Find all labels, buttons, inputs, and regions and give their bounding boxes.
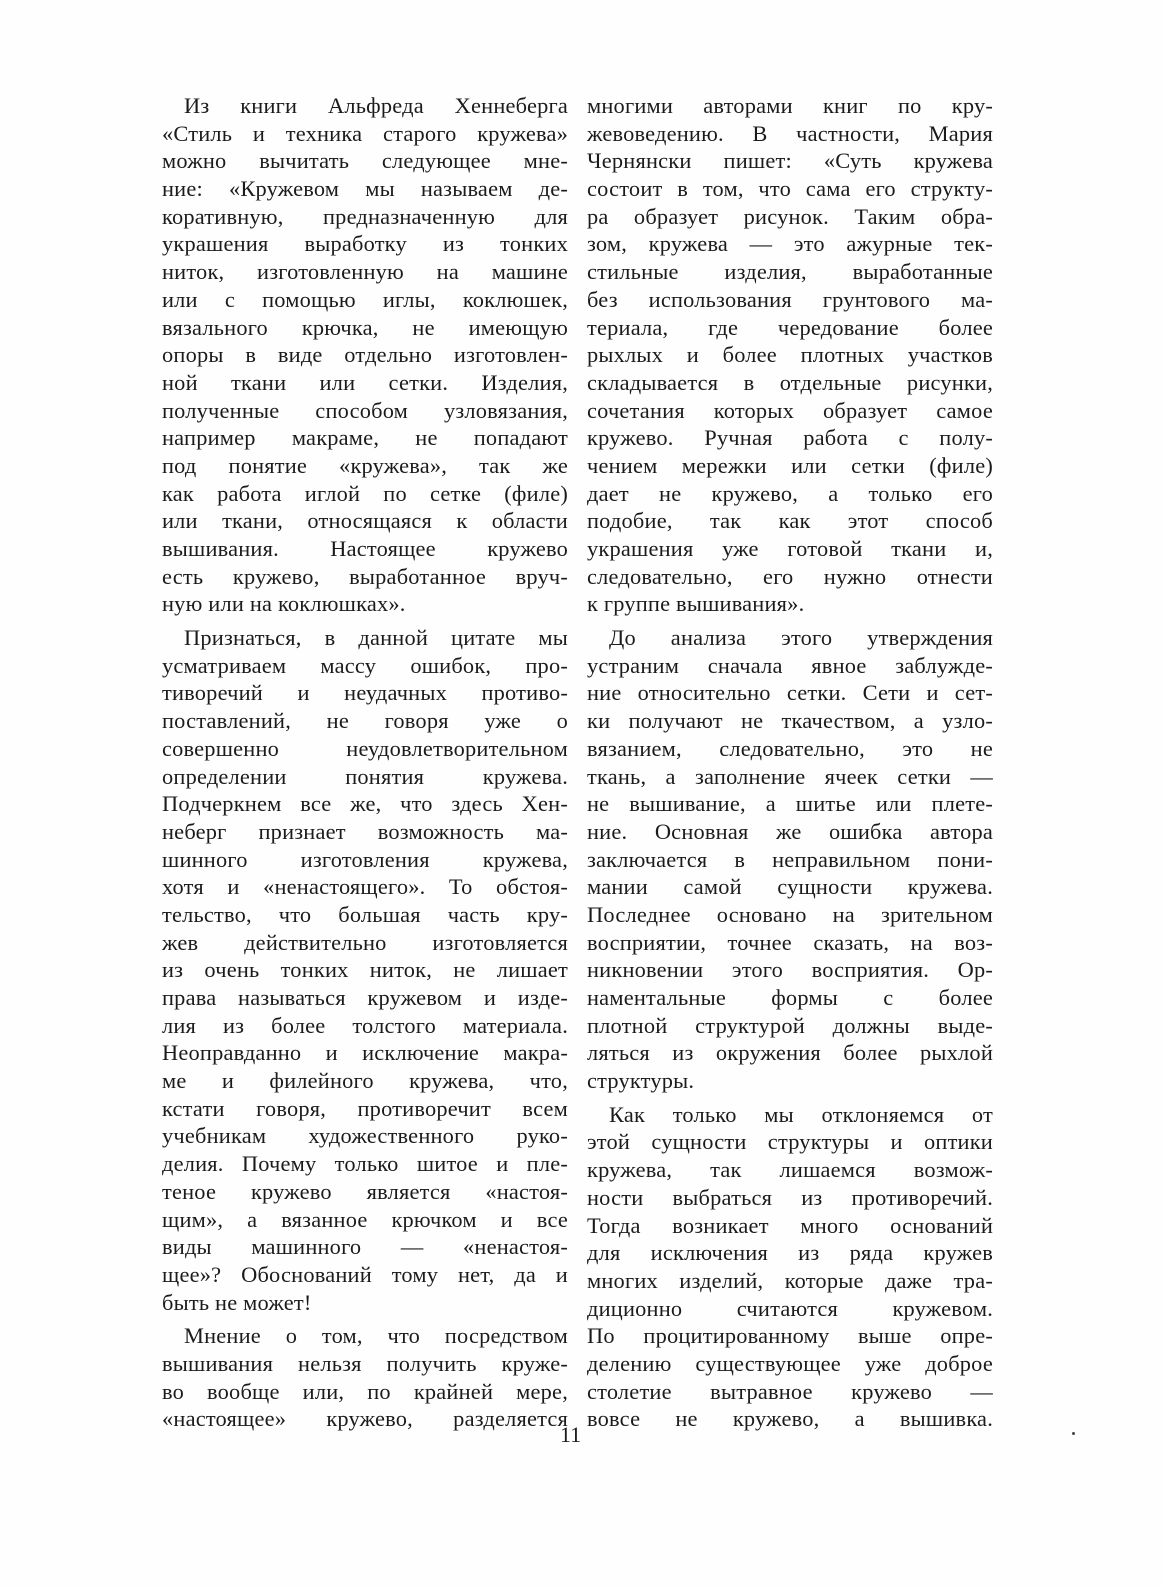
text-line: щее»? Обоснований тому нет, да и bbox=[162, 1261, 568, 1287]
text-line: зом, кружева — это ажурные тек- bbox=[587, 231, 993, 257]
text-line: или ткани, относящаяся к области bbox=[162, 508, 568, 534]
text-line: устраним сначала явное заблужде- bbox=[587, 652, 993, 678]
text-line: права называться кружевом и изде- bbox=[162, 985, 568, 1010]
text-line: ки получают не ткачеством, а узло- bbox=[587, 708, 993, 734]
text-line: состоит в том, что сама его структу- bbox=[587, 176, 993, 202]
text-line: ную или на коклюшках». bbox=[162, 591, 406, 617]
text-line: делению существующее уже доброе bbox=[587, 1350, 993, 1376]
right-text-column bbox=[587, 92, 993, 1433]
text-line: Чернянски пишет: «Суть кружева bbox=[587, 148, 993, 174]
text-line: Тогда возникает много оснований bbox=[587, 1212, 993, 1238]
text-line: Неоправданно и исключение макра- bbox=[162, 1040, 568, 1066]
text-line: Последнее основано на зрительном bbox=[587, 901, 993, 927]
scan-speck bbox=[1072, 1432, 1075, 1435]
text-line: ности выбраться из противоречий. bbox=[587, 1184, 993, 1210]
text-line: чением мережки или сетки (филе) bbox=[587, 452, 993, 478]
text-line: есть кружево, выработанное вруч- bbox=[162, 563, 568, 589]
text-line: Подчеркнем все же, что здесь Хен- bbox=[162, 791, 568, 817]
text-line: кружева, так лишаемся возмож- bbox=[587, 1157, 993, 1183]
text-line: как работа иглой по сетке (филе) bbox=[162, 480, 568, 506]
text-line: усматриваем массу ошибок, про- bbox=[162, 652, 568, 678]
text-line: например макраме, не попадают bbox=[162, 425, 568, 451]
text-line: опоры в виде отдельно изготовлен- bbox=[162, 342, 568, 368]
text-line: лия из более толстого материала. bbox=[162, 1012, 568, 1038]
text-line: неберг признает возможность ма- bbox=[162, 818, 568, 844]
text-line: многих изделий, которые даже тра- bbox=[587, 1267, 993, 1293]
text-line: под понятие «кружева», так же bbox=[162, 452, 568, 478]
text-line: кстати говоря, противоречит всем bbox=[162, 1095, 568, 1121]
text-line: никновении этого восприятия. Ор- bbox=[587, 957, 993, 983]
text-line: во вообще или, по крайней мере, bbox=[162, 1378, 568, 1404]
text-line: щим», а вязанное крючком и все bbox=[162, 1206, 568, 1232]
text-line: Признаться, в данной цитате мы bbox=[184, 625, 568, 651]
text-line: ра образует рисунок. Таким обра- bbox=[587, 203, 993, 229]
text-line: «Стиль и техника старого кружева» bbox=[162, 120, 568, 146]
text-line: следовательно, его нужно отнести bbox=[587, 563, 993, 589]
text-line: многими авторами книг по кру- bbox=[587, 93, 993, 118]
text-line: ткань, а заполнение ячеек сетки — bbox=[587, 763, 993, 789]
text-line: стильные изделия, выработанные bbox=[587, 259, 993, 285]
text-line: «настоящее» кружево, разделяется bbox=[162, 1406, 568, 1432]
text-line: быть не может! bbox=[162, 1289, 312, 1315]
text-line: определении понятия кружева. bbox=[162, 763, 568, 789]
text-line: заключается в неправильном пони- bbox=[587, 846, 993, 872]
text-line: жевоведению. В частности, Мария bbox=[587, 120, 993, 146]
text-line: столетие вытравное кружево — bbox=[587, 1378, 993, 1404]
text-line: для исключения из ряда кружев bbox=[587, 1240, 993, 1266]
text-line: подобие, так как этот способ bbox=[587, 508, 993, 534]
text-line: вязального крючка, не имеющую bbox=[162, 314, 568, 340]
text-line: ной ткани или сетки. Изделия, bbox=[162, 369, 568, 395]
text-line: полученные способом узловязания, bbox=[162, 397, 568, 423]
text-line: складывается в отдельные рисунки, bbox=[587, 369, 993, 395]
text-line: До анализа этого утверждения bbox=[609, 625, 993, 651]
text-line: вышивания. Настоящее кружево bbox=[162, 536, 568, 561]
text-line: совершенно неудовлетворительном bbox=[162, 735, 568, 761]
text-line: ме и филейного кружева, что, bbox=[162, 1068, 568, 1094]
text-line: теное кружево является «настоя- bbox=[162, 1178, 568, 1204]
text-line: учебникам художественного руко- bbox=[162, 1123, 568, 1149]
text-line: кружево. Ручная работа с полу- bbox=[587, 425, 993, 451]
text-line: или с помощью иглы, коклюшек, bbox=[162, 286, 568, 312]
text-line: По процитированному выше опре- bbox=[587, 1323, 993, 1349]
text-line: украшения выработку из тонких bbox=[162, 231, 568, 257]
text-line: делия. Почему только шитое и пле- bbox=[162, 1151, 568, 1177]
text-line: диционно считаются кружевом. bbox=[587, 1295, 993, 1321]
text-line: можно вычитать следующее мне- bbox=[162, 148, 568, 174]
text-line: ляться из окружения более рыхлой bbox=[587, 1040, 993, 1066]
text-line: дает не кружево, а только его bbox=[587, 480, 993, 506]
text-line: ние относительно сетки. Сети и сет- bbox=[587, 680, 993, 706]
text-line: мании самой сущности кружева. bbox=[587, 874, 993, 900]
text-line: виды машинного — «ненастоя- bbox=[162, 1234, 568, 1260]
text-line: этой сущности структуры и оптики bbox=[587, 1129, 993, 1155]
text-line: Из книги Альфреда Хеннеберга bbox=[184, 93, 568, 118]
text-line: коративную, предназначенную для bbox=[162, 203, 568, 229]
text-line: тельство, что большая часть кру- bbox=[162, 901, 568, 927]
left-text-column bbox=[162, 92, 568, 1433]
text-line: к группе вышивания». bbox=[587, 591, 805, 617]
text-line: без использования грунтового ма- bbox=[587, 286, 993, 312]
text-line: вовсе не кружево, а вышивка. bbox=[587, 1406, 993, 1432]
text-line: поставлений, не говоря уже о bbox=[162, 708, 568, 734]
text-line: не вышивание, а шитье или плете- bbox=[587, 791, 993, 817]
text-line: вышивания нельзя получить круже- bbox=[162, 1350, 568, 1376]
text-line: тиворечий и неудачных противо- bbox=[162, 680, 568, 706]
text-line: восприятии, точнее сказать, на воз- bbox=[587, 929, 993, 955]
text-line: украшения уже готовой ткани и, bbox=[587, 536, 993, 561]
text-line: структуры. bbox=[587, 1068, 695, 1094]
text-line: шинного изготовления кружева, bbox=[162, 846, 568, 872]
text-line: из очень тонких ниток, не лишает bbox=[162, 957, 568, 983]
text-line: наментальные формы с более bbox=[587, 985, 993, 1010]
text-line: сочетания которых образует самое bbox=[587, 397, 993, 423]
text-line: Как только мы отклоняемся от bbox=[609, 1101, 993, 1127]
text-line: плотной структурой должны выде- bbox=[587, 1012, 993, 1038]
text-line: хотя и «ненастоящего». То обстоя- bbox=[162, 874, 568, 900]
text-line: рыхлых и более плотных участков bbox=[587, 342, 993, 368]
text-line: вязанием, следовательно, это не bbox=[587, 735, 993, 761]
text-line: ние. Основная же ошибка автора bbox=[587, 818, 993, 844]
text-line: жев действительно изготовляется bbox=[162, 929, 568, 955]
text-line: Мнение о том, что посредством bbox=[184, 1323, 568, 1349]
text-line: ние: «Кружевом мы называем де- bbox=[162, 176, 568, 202]
page-number: 11 bbox=[560, 1422, 582, 1447]
text-line: териала, где чередование более bbox=[587, 314, 993, 340]
text-line: ниток, изготовленную на машине bbox=[162, 259, 568, 285]
